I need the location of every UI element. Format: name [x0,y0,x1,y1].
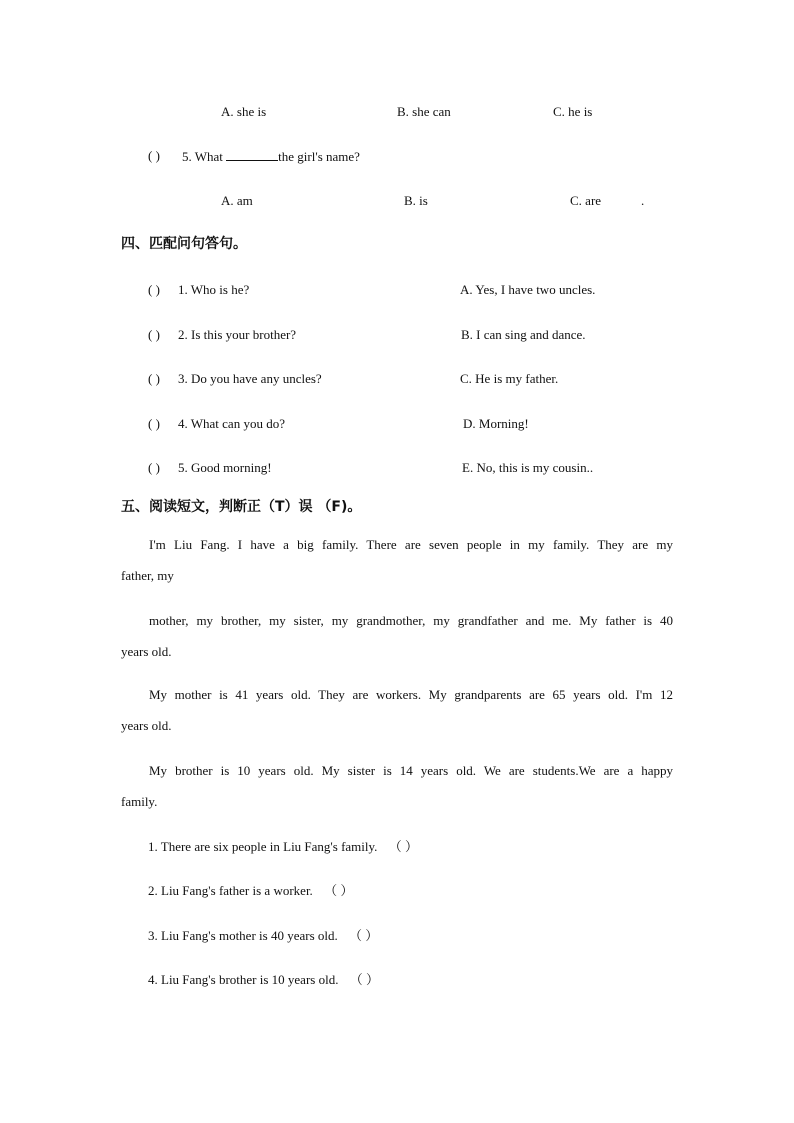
paragraph-line: My mother is 41 years old. They are workers. My grandparents are 65 years old. I'm 12 [149,687,673,702]
q4-option-b: B. she can [397,104,451,119]
q5-option-b: B. is [404,193,428,208]
match-answer: E. No, this is my cousin.. [462,460,594,475]
judgement-statement [148,839,418,855]
match-question-paren: ( ) [148,371,160,386]
q5-blank [226,148,278,161]
match-question: 2. Is this your brother? [178,327,297,342]
match-answer: C. He is my father. [460,371,559,386]
q5-paren: ( ) [148,148,160,163]
section5-title: 五、阅读短文，判断正（T）误 （F)。 [121,499,362,515]
q4-option-c: C. he is [553,104,593,119]
match-question-paren: ( ) [148,460,160,475]
reading-paragraph [121,529,673,591]
paragraph-line: I'm Liu Fang. I have a big family. There are seven people in my family. They are my [149,537,673,552]
q4-option-a: A. she is [221,104,267,119]
paragraph-line: years old. [121,644,172,659]
q5-question [182,148,360,165]
answer-paren: （ ） [349,972,379,987]
statement-text: 3. Liu Fang's mother is 40 years old. [148,928,338,943]
match-question: 4. What can you do? [178,416,285,431]
match-question: 5. Good morning! [178,460,272,475]
match-question-paren: ( ) [148,282,160,297]
statement-text: 4. Liu Fang's brother is 10 years old. [148,972,339,987]
match-question: 1. Who is he? [178,282,250,297]
q5-option-tail: . [641,193,645,208]
match-question-paren: ( ) [148,416,160,431]
answer-paren: （ ） [388,839,418,854]
q5-prefix: 5. What [182,149,223,164]
q5-option-c: C. are [570,193,602,208]
q5-suffix: the girl's name? [278,149,360,164]
q5-option-a: A. am [221,193,253,208]
section4-title: 四、匹配问句答句。 [121,236,247,252]
judgement-statement [148,883,353,899]
statement-text: 2. Liu Fang's father is a worker. [148,883,313,898]
judgement-statement [148,972,379,988]
paragraph-line: father, my [121,568,174,583]
match-question-paren: ( ) [148,327,160,342]
match-answer: B. I can sing and dance. [461,327,586,342]
paragraph-line: My brother is 10 years old. My sister is 14 years old. We are students.We are a happy [149,763,673,778]
match-answer: A. Yes, I have two uncles. [460,282,596,297]
match-answer: D. Morning! [463,416,529,431]
statement-text: 1. There are six people in Liu Fang's family. [148,839,378,854]
paragraph-line: mother, my brother, my sister, my grandmother, my grandfather and me. My father is 40 [149,613,673,628]
reading-paragraph [121,605,673,667]
reading-paragraph [121,755,673,817]
answer-paren: （ ） [324,883,354,898]
match-question: 3. Do you have any uncles? [178,371,322,386]
answer-paren: （ ） [349,928,379,943]
paragraph-line: family. [121,794,158,809]
paragraph-line: years old. [121,718,172,733]
reading-paragraph [121,679,673,741]
judgement-statement [148,928,378,944]
